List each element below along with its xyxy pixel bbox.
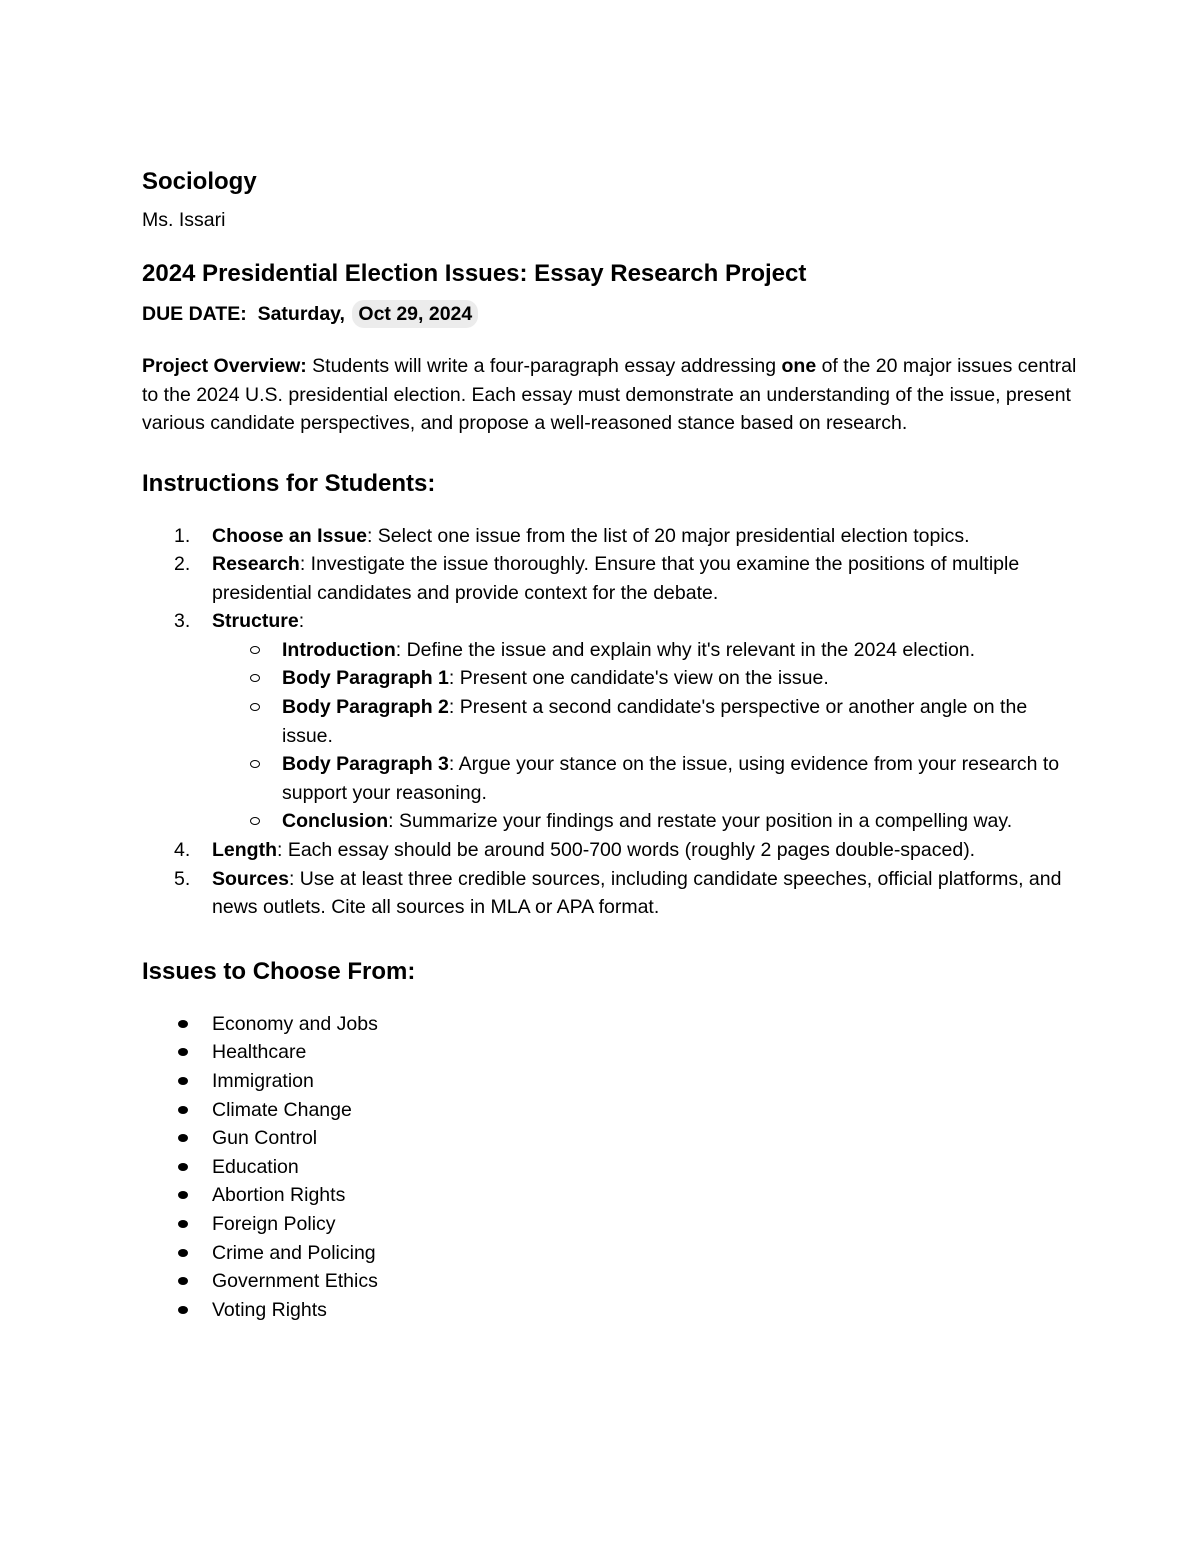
structure-item (212, 693, 1082, 750)
issue-label: Climate Change (212, 1098, 352, 1121)
issue-item (142, 1153, 1082, 1182)
due-date-label: DUE DATE: (142, 303, 247, 325)
issue-item (142, 1010, 1082, 1039)
instruction-label: Length (212, 839, 277, 862)
bullet-icon (178, 1163, 188, 1171)
hollow-bullet-icon (250, 646, 260, 654)
hollow-bullet-icon (250, 674, 260, 682)
project-title: 2024 Presidential Election Issues: Essay Research Project (142, 260, 807, 287)
bullet-icon (178, 1048, 188, 1056)
instruction-item (142, 836, 1082, 865)
overview-text-before: Students will write a four-paragraph essay addressing (306, 355, 782, 377)
instruction-text: : Each essay should be around 500-700 words (roughly 2 pages double-spaced). (276, 839, 976, 862)
bullet-icon (178, 1077, 188, 1085)
instruction-label: Research (212, 553, 300, 576)
issue-label: Gun Control (212, 1127, 318, 1150)
issue-item (142, 1067, 1082, 1096)
structure-text: : Define the issue and explain why it's relevant in the 2024 election. (395, 638, 976, 661)
overview-emphasis: one (781, 355, 817, 377)
issue-label: Government Ethics (212, 1270, 378, 1293)
issue-item (142, 1239, 1082, 1268)
instructions-list (142, 522, 1082, 922)
course-title: Sociology (142, 168, 257, 195)
structure-item (212, 807, 1082, 836)
issues-heading: Issues to Choose From: (142, 957, 416, 985)
instruction-text: : Select one issue from the list of 20 major presidential election topics. (366, 524, 970, 547)
instructions-heading: Instructions for Students: (142, 469, 436, 497)
bullet-icon (178, 1106, 188, 1114)
issue-item (142, 1296, 1082, 1325)
issue-label: Voting Rights (212, 1298, 327, 1321)
due-date-chip[interactable]: Oct 29, 2024 (352, 300, 478, 328)
bullet-icon (178, 1277, 188, 1285)
structure-label: Body Paragraph 3 (282, 753, 449, 776)
document-page (142, 166, 1082, 1324)
hollow-bullet-icon (250, 760, 260, 768)
issue-item (142, 1210, 1082, 1239)
issue-label: Immigration (212, 1070, 314, 1092)
structure-text: : Present one candidate's view on the issue. (448, 667, 829, 690)
issue-item (142, 1181, 1082, 1210)
bullet-icon (178, 1306, 188, 1314)
due-day: Saturday, (257, 303, 345, 325)
bullet-icon (178, 1249, 188, 1257)
instruction-label: Sources (212, 867, 289, 890)
project-overview (142, 352, 1082, 438)
instruction-item (142, 865, 1082, 922)
hollow-bullet-icon (250, 703, 260, 711)
bullet-icon (178, 1220, 188, 1228)
structure-text: : Summarize your findings and restate your position in a compelling way. (388, 810, 1013, 833)
overview-text-after: of the 20 major issues central to the 2024 U.S. presidential election. Each essay must demonstrate an understanding of the issue, present various candidate perspectives, and propose a well-reasoned stance based on research. (142, 355, 1077, 434)
issues-list (142, 1010, 1082, 1325)
structure-text: : Present a second candidate's perspective or another angle on the issue. (282, 696, 1028, 747)
issue-item (142, 1038, 1082, 1067)
instruction-text: : Investigate the issue thoroughly. Ensure that you examine the positions of multiple presidential candidates and provide context for the debate. (212, 553, 1020, 604)
bullet-icon (178, 1191, 188, 1199)
instruction-number: 2. (174, 553, 191, 576)
instruction-number: 1. (174, 524, 191, 547)
issue-label: Crime and Policing (212, 1241, 376, 1264)
instruction-label: Structure (212, 610, 299, 633)
issue-label: Education (212, 1155, 299, 1178)
instruction-label: Choose an Issue (212, 524, 367, 547)
instruction-number: 3. (174, 610, 191, 633)
structure-label: Conclusion (282, 810, 389, 833)
instruction-number: 4. (174, 839, 191, 862)
overview-label: Project Overview: (142, 355, 307, 377)
structure-label: Body Paragraph 1 (282, 667, 449, 690)
issue-label: Healthcare (212, 1041, 307, 1064)
instruction-item (142, 607, 1082, 836)
structure-item (212, 664, 1082, 693)
issue-label: Economy and Jobs (212, 1012, 378, 1035)
instruction-item (142, 522, 1082, 551)
instruction-text: : Use at least three credible sources, including candidate speeches, official platforms, and news outlets. Cite all sources in MLA or APA format. (212, 867, 1062, 919)
hollow-bullet-icon (250, 817, 260, 825)
issue-item (142, 1267, 1082, 1296)
issue-item (142, 1124, 1082, 1153)
instruction-number: 5. (174, 867, 191, 890)
bullet-icon (178, 1020, 188, 1028)
structure-text: : Argue your stance on the issue, using evidence from your research to support your reasoning. (282, 753, 1060, 804)
structure-sublist (212, 636, 1082, 836)
structure-label: Introduction (282, 638, 396, 661)
structure-item (212, 636, 1082, 665)
bullet-icon (178, 1134, 188, 1142)
instruction-text: : (298, 610, 305, 633)
instruction-item (142, 550, 1082, 607)
due-date-line (142, 300, 1082, 328)
issue-label: Foreign Policy (212, 1212, 336, 1235)
structure-label: Body Paragraph 2 (282, 696, 449, 719)
structure-item (212, 750, 1082, 807)
issue-label: Abortion Rights (212, 1184, 346, 1207)
teacher-name: Ms. Issari (142, 209, 226, 231)
issue-item (142, 1096, 1082, 1125)
